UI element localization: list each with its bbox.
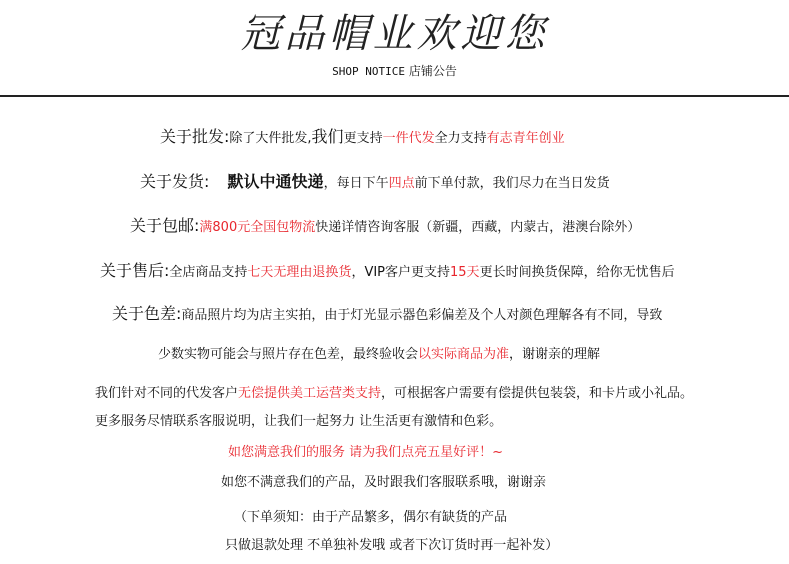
notice-aftersale: [100, 260, 675, 284]
notice-text: 除了大件批发,: [229, 131, 312, 146]
service-highlight: 无偿提供美工运营类支持: [238, 386, 382, 401]
notice-text: ，谢谢亲的理解: [509, 347, 601, 362]
service-line-1: [95, 383, 693, 405]
subtitle-en: SHOP NOTICE: [332, 65, 405, 78]
notice-highlight: 一件代发: [382, 131, 435, 146]
subtitle-cn: 店铺公告: [408, 64, 457, 78]
notice-text: 商品照片均为店主实拍，由于灯光显示器色彩偏差及个人对颜色理解各有不同，导致: [181, 308, 663, 323]
order-note-line-1: [234, 507, 507, 529]
notice-color-line2: [158, 344, 600, 366]
notice-shipping: [140, 171, 610, 195]
notice-highlight: 七天无理由退换货: [247, 265, 352, 280]
notice-highlight: 满800元全国包物流: [199, 220, 316, 235]
order-note-text: （下单须知：由于产品繁多，偶尔有缺货的产品: [234, 510, 508, 525]
notice-text: 全店商品支持: [169, 265, 248, 280]
feedback-text: 如您不满意我们的产品，及时跟我们客服联系哦，谢谢亲: [221, 475, 547, 490]
feedback-positive: [228, 442, 503, 464]
notice-text: 更支持: [343, 131, 383, 146]
notice-label: 关于售后:: [100, 261, 170, 280]
notice-highlight: 四点: [388, 176, 415, 191]
notice-highlight: 15天: [450, 265, 480, 280]
notice-postage: [130, 215, 640, 239]
notice-text: 少数实物可能会与照片存在色差，最终验收会: [158, 347, 419, 362]
service-text: ，可根据客户需要有偿提供包装袋，和卡片或小礼品。: [381, 386, 694, 401]
notice-text: 全力支持: [434, 131, 487, 146]
notice-text: ，VIP客户更支持: [351, 265, 451, 280]
feedback-text: 如您满意我们的服务 请为我们点亮五星好评！~: [228, 445, 504, 460]
feedback-negative: [221, 472, 546, 494]
shop-title: 冠品帽业欢迎您: [240, 11, 549, 57]
notice-color: [112, 303, 662, 327]
service-line-2: [95, 411, 502, 433]
notice-label: 关于批发:: [160, 127, 230, 146]
shop-notice-subtitle: [0, 62, 789, 81]
notice-text: 前下单付款，我们尽力在当日发货: [414, 176, 610, 191]
notice-label: 关于发货:: [140, 172, 210, 191]
notice-label: 关于包邮:: [130, 216, 200, 235]
notice-highlight: 有志青年创业: [486, 131, 565, 146]
service-text: 更多服务尽情联系客服说明，让我们一起努力 让生活更有激情和色彩。: [95, 414, 503, 429]
notice-text: 更长时间换货保障，给你无忧售后: [479, 265, 675, 280]
order-note-text: 只做退款处理 不单独补发哦 或者下次订货时再一起补发）: [225, 538, 559, 553]
notice-highlight: 以实际商品为准: [418, 347, 510, 362]
notice-text: 快递详情咨询客服（新疆，西藏，内蒙古，港澳台除外）: [315, 220, 641, 235]
header-divider: [0, 95, 789, 97]
notice-wholesale: [160, 126, 565, 150]
notice-text: ，每日下午: [323, 176, 389, 191]
courier-name: 默认中通快递: [227, 172, 324, 191]
notice-label: 关于色差:: [112, 304, 182, 323]
order-note-line-2: [225, 535, 558, 557]
notice-text: 我们: [311, 127, 344, 146]
service-text: 我们针对不同的代发客户: [95, 386, 239, 401]
